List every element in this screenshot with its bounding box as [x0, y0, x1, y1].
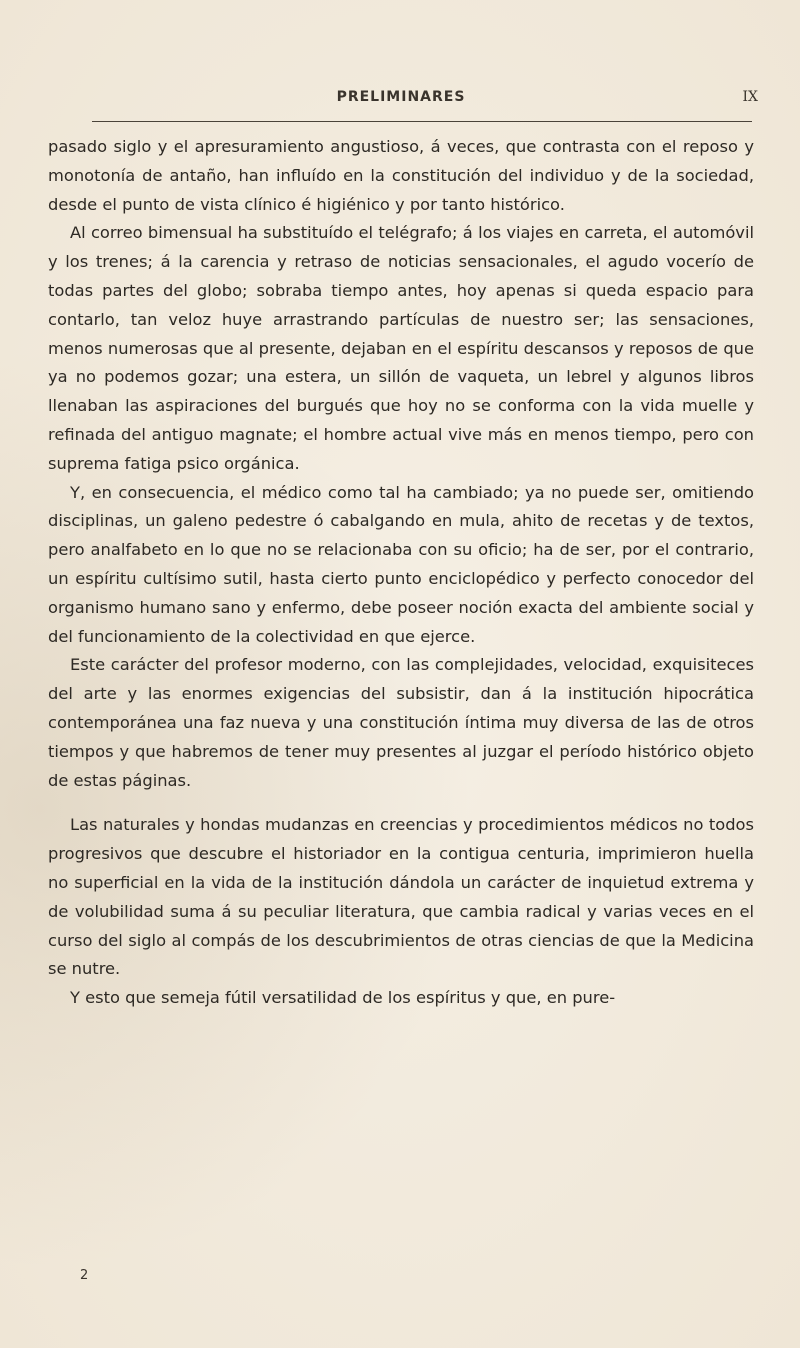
paragraph: Y esto que semeja fútil versatilidad de los espíritus y que, en pure-	[70, 988, 616, 1008]
paragraph: Las naturales y hondas mudanzas en creencias y procedimientos médicos no todos progresivos que descubre el historiador en la contigua centuria, imprimieron huella no superficial en la vida de la institución dándola un carácter de inquietud extrema y de volubilidad suma á su peculiar literatura, que cambia radical y varias veces en el curso del siglo al compás de los descubrimientos de otras ciencias de que la Medicina se nutre.	[48, 815, 754, 979]
running-title: PRELIMINARES	[336, 89, 466, 105]
paragraph: pasado siglo y el apresuramiento angustioso, á veces, que contrasta con el reposo y monotonía de antaño, han influído en la constitución del individuo y de la sociedad, desde el punto de vista clínico é higiénico y por tanto histórico.	[48, 137, 754, 214]
page-header	[36, 89, 766, 111]
header-rule	[92, 121, 752, 122]
body-text	[48, 133, 754, 1013]
paragraph: Y, en consecuencia, el médico como tal ha cambiado; ya no puede ser, omitiendo disciplinas, un galeno pedestre ó cabalgando en mula, ahito de recetas y de textos, pero analfabeto en lo que no se relacionaba con su oficio; ha de ser, por el contrario, un espíritu cultísimo sutil, hasta cierto punto enciclopédico y perfecto conocedor del organismo humano sano y enfermo, debe poseer noción exacta del ambiente social y del funcionamiento de la colectividad en que ejerce.	[48, 482, 754, 646]
paragraph: Al correo bimensual ha substituído el telégrafo; á los viajes en carreta, el automóvil y los trenes; á la carencia y retraso de noticias sensacionales, el agudo vocerío de todas partes del globo; sobraba tiempo antes, hoy apenas si queda espacio para contarlo, tan veloz huye arrastrando partículas de nuestro ser; las sensaciones, menos numerosas que al presente, dejaban en el espíritu descansos y reposos de que ya no podemos gozar; una estera, un sillón de vaqueta, un lebrel y algunos libros llenaban las aspiraciones del burgués que hoy no se conforma con la vida muelle y refinada del antiguo magnate; el hombre actual vive más en menos tiempo, pero con suprema fatiga psico orgánica.	[48, 223, 754, 473]
page-number: IX	[742, 89, 758, 105]
paragraph: Este carácter del profesor moderno, con las complejidades, velocidad, exquisiteces del arte y las enormes exigencias del subsistir, dan á la institución hipocrática contemporánea una faz nueva y una constitución íntima muy diversa de las de otros tiempos y que habremos de tener muy presentes al juzgar el período histórico objeto de estas páginas.	[48, 655, 754, 790]
signature-mark: 2	[80, 1268, 89, 1283]
